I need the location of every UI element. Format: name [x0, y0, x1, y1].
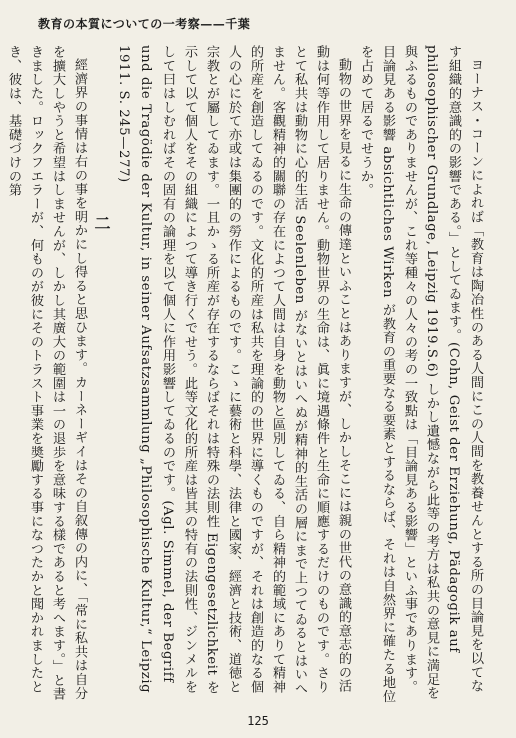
paragraph: ヨーナス・コーンによれば「教育は陶冶性のある人間にこの人間を教養せんとする所の目論見を以てなす組織的意識的の影響である。」としてゐます。(Cohn, Geist der Erziehung, Pädagogik auf philosophischer Grundlage, Leipzig 1919.S.6) しかし遺憾ながら此等の考方は私共の意見に満足を與ふるものでありませんが、これ等種々の人々の考の一致點は「目論見ある影響」といふ事であります。目論見ある影響 absichtliches Wirken が教育の重要なる要素とするならば、それは自然界に確たる地位を占めて居るでせうか。: [358, 45, 483, 704]
page-number: 125: [247, 714, 269, 728]
paragraph: 經濟界の事情は右の事を明かにし得ると思ひます。カーネーギイはその自叙傳の内に、「常に私共は自分を擴大しやうと希望はしませんが、しかし其廣大の範圍は一の退歩を意味する樣であると考へます。」と書きました。ロックフエラーが、何ものが彼にそのトラスト事業を奬勵する事になつたかと聞かれましたとき、彼は、基礎づけの第: [6, 45, 87, 701]
body-text: [6, 45, 486, 705]
section-number: 二: [92, 215, 111, 231]
running-header: 教育の本質についての一考察——千葉: [38, 17, 251, 31]
paragraph: 動物の世界を見るに生命の傳達といふことはありますが、しかしそこには親の世代の意識的意志的の活動は何等作用して居りません。動物世界の生命は、眞に境遇條件と生命に順應するだけのものです。さりとて私共は動物に心的生活 Seelenleben がないとはいへぬが精神的生活の層にまで上つてゐるとはいへません。客觀精神的關聯の存在によつて人間は自身を動物と區別してゐる、自ら精神的範域にありて精神的所産を創造してゐるのです。文化的所産は私共を理論的の世界に導くものですが、それは創造的なる個人の心に於て亦或は集團的の勞作によるものです。こゝに藝術と科學、法律と國家、經濟と技術、道徳と宗教とが屬してゐます。一且かゝる所産が存在するならばそれは特殊の法則性 Eigengesetzlichkeit を示して以て個人をその組織によつて導き行くでせう。此等文化的所産は皆其の特有の法則性、ジンメルをして曰はしむればその固有の論理を以て個人に作用影響してゐるのです。(Agl. Simmel, der Begriff und die Tragödie der Kultur, in seiner Aufsatzsammlung „Philosophische Kultur,“ Leipzig 1911. S. 245—277): [116, 45, 351, 696]
